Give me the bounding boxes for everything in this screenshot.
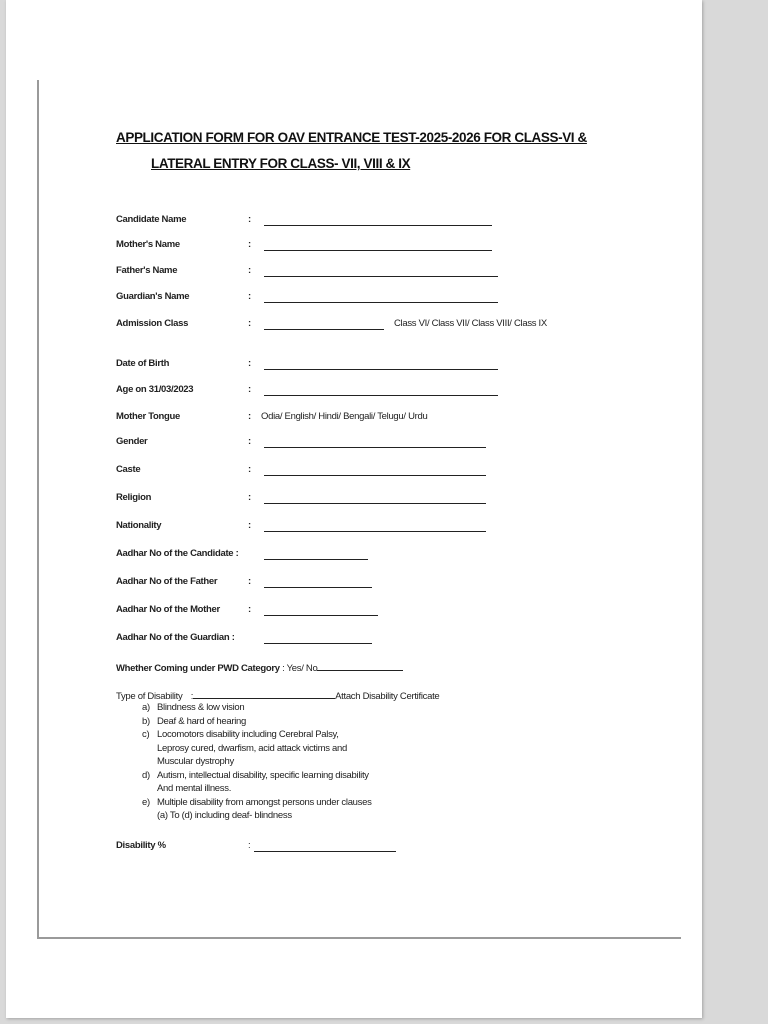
field-colon: : xyxy=(248,576,252,587)
field-label: Aadhar No of the Mother xyxy=(116,604,220,615)
field-colon: : xyxy=(248,214,252,225)
field-nationality xyxy=(116,520,636,536)
field-label: Religion xyxy=(116,492,152,503)
disability-type-label: Type of Disability xyxy=(116,691,183,702)
candidate-name-blank[interactable] xyxy=(264,225,492,226)
field-label: Disability % xyxy=(116,840,166,851)
field-aadhar-candidate xyxy=(116,548,636,564)
attach-certificate-text: Attach Disability Certificate xyxy=(335,691,440,702)
field-mother-tongue xyxy=(116,411,636,427)
field-label: Aadhar No of the Father xyxy=(116,576,218,587)
field-disability-percent xyxy=(116,840,636,856)
caste-blank[interactable] xyxy=(264,475,486,476)
date-of-birth-blank[interactable] xyxy=(264,369,498,370)
left-margin-line xyxy=(37,80,39,938)
field-label: Nationality xyxy=(116,520,162,531)
bottom-margin-line xyxy=(37,937,681,939)
gender-blank[interactable] xyxy=(264,447,486,448)
field-colon: : xyxy=(248,265,252,276)
field-gender xyxy=(116,436,636,452)
pwd-blank[interactable] xyxy=(317,661,403,671)
field-colon: : xyxy=(248,436,252,447)
field-colon: : xyxy=(248,464,252,475)
list-item: a) Blindness & low vision xyxy=(142,702,245,713)
field-colon: : xyxy=(248,318,252,329)
admission-class-blank[interactable] xyxy=(264,329,384,330)
form-title-line-1: APPLICATION FORM FOR OAV ENTRANCE TEST-2025-2026 FOR CLASS-VI & xyxy=(116,130,587,145)
field-age xyxy=(116,384,636,400)
aadhar-guardian-blank[interactable] xyxy=(264,643,372,644)
aadhar-father-blank[interactable] xyxy=(264,587,372,588)
field-colon: : xyxy=(248,239,252,250)
fathers-name-blank[interactable] xyxy=(264,276,498,277)
field-label: Date of Birth xyxy=(116,358,170,369)
guardians-name-blank[interactable] xyxy=(264,302,498,303)
field-colon: : xyxy=(248,358,252,369)
field-colon: : xyxy=(248,604,252,615)
form-title-line-2: LATERAL ENTRY FOR CLASS- VII, VIII & IX xyxy=(151,156,411,171)
field-label: Aadhar No of the Candidate : xyxy=(116,548,239,559)
field-colon: : xyxy=(248,840,251,851)
field-label: Admission Class xyxy=(116,318,189,329)
list-item: e) Multiple disability from amongst persons under clauses (a) To (d) including deaf- blindness xyxy=(142,796,372,821)
field-label: Mother's Name xyxy=(116,239,180,250)
field-colon: : xyxy=(248,492,252,503)
field-colon: : xyxy=(248,411,252,422)
field-label: Caste xyxy=(116,464,141,475)
list-item: b) Deaf & hard of hearing xyxy=(142,715,246,727)
field-label: Gender xyxy=(116,436,148,447)
field-fathers-name xyxy=(116,265,636,281)
mother-tongue-options[interactable]: Odia/ English/ Hindi/ Bengali/ Telugu/ Urdu xyxy=(261,411,428,422)
aadhar-mother-blank[interactable] xyxy=(264,615,378,616)
field-label: Mother Tongue xyxy=(116,411,180,422)
list-item: c) Locomotors disability including Cerebral Palsy, Leprosy cured, dwarfism, acid attack victims and Muscular dystrophy xyxy=(142,729,347,767)
field-label: Candidate Name xyxy=(116,214,187,225)
disability-percent-blank[interactable] xyxy=(254,851,396,852)
mothers-name-blank[interactable] xyxy=(264,250,492,251)
field-guardians-name xyxy=(116,291,636,307)
field-aadhar-guardian xyxy=(116,632,636,648)
religion-blank[interactable] xyxy=(264,503,486,504)
field-admission-class xyxy=(116,318,636,334)
aadhar-candidate-blank[interactable] xyxy=(264,559,368,560)
document-page xyxy=(6,0,702,1018)
nationality-blank[interactable] xyxy=(264,531,486,532)
field-mothers-name xyxy=(116,239,636,255)
field-label: Age on 31/03/2023 xyxy=(116,384,194,395)
field-colon: : xyxy=(248,384,252,395)
field-label: Father's Name xyxy=(116,265,178,276)
disability-list xyxy=(142,701,372,823)
field-religion xyxy=(116,492,636,508)
admission-class-options[interactable]: Class VI/ Class VII/ Class VIII/ Class IX xyxy=(394,318,547,329)
list-item: d) Autism, intellectual disability, specific learning disability And mental illness. xyxy=(142,769,369,794)
field-caste xyxy=(116,464,636,480)
age-blank[interactable] xyxy=(264,395,498,396)
pwd-label: Whether Coming under PWD Category xyxy=(116,663,280,674)
field-colon: : xyxy=(248,520,252,531)
disability-type-colon: : xyxy=(190,691,194,702)
field-candidate-name xyxy=(116,214,636,230)
pwd-options[interactable]: : Yes/ No xyxy=(282,663,318,674)
field-colon: : xyxy=(248,291,252,302)
field-aadhar-father xyxy=(116,576,636,592)
field-label: Guardian's Name xyxy=(116,291,190,302)
field-aadhar-mother xyxy=(116,604,636,620)
disability-type-blank[interactable] xyxy=(193,689,335,699)
pwd-category-row xyxy=(116,661,403,674)
field-date-of-birth xyxy=(116,358,636,374)
field-label: Aadhar No of the Guardian : xyxy=(116,632,235,643)
